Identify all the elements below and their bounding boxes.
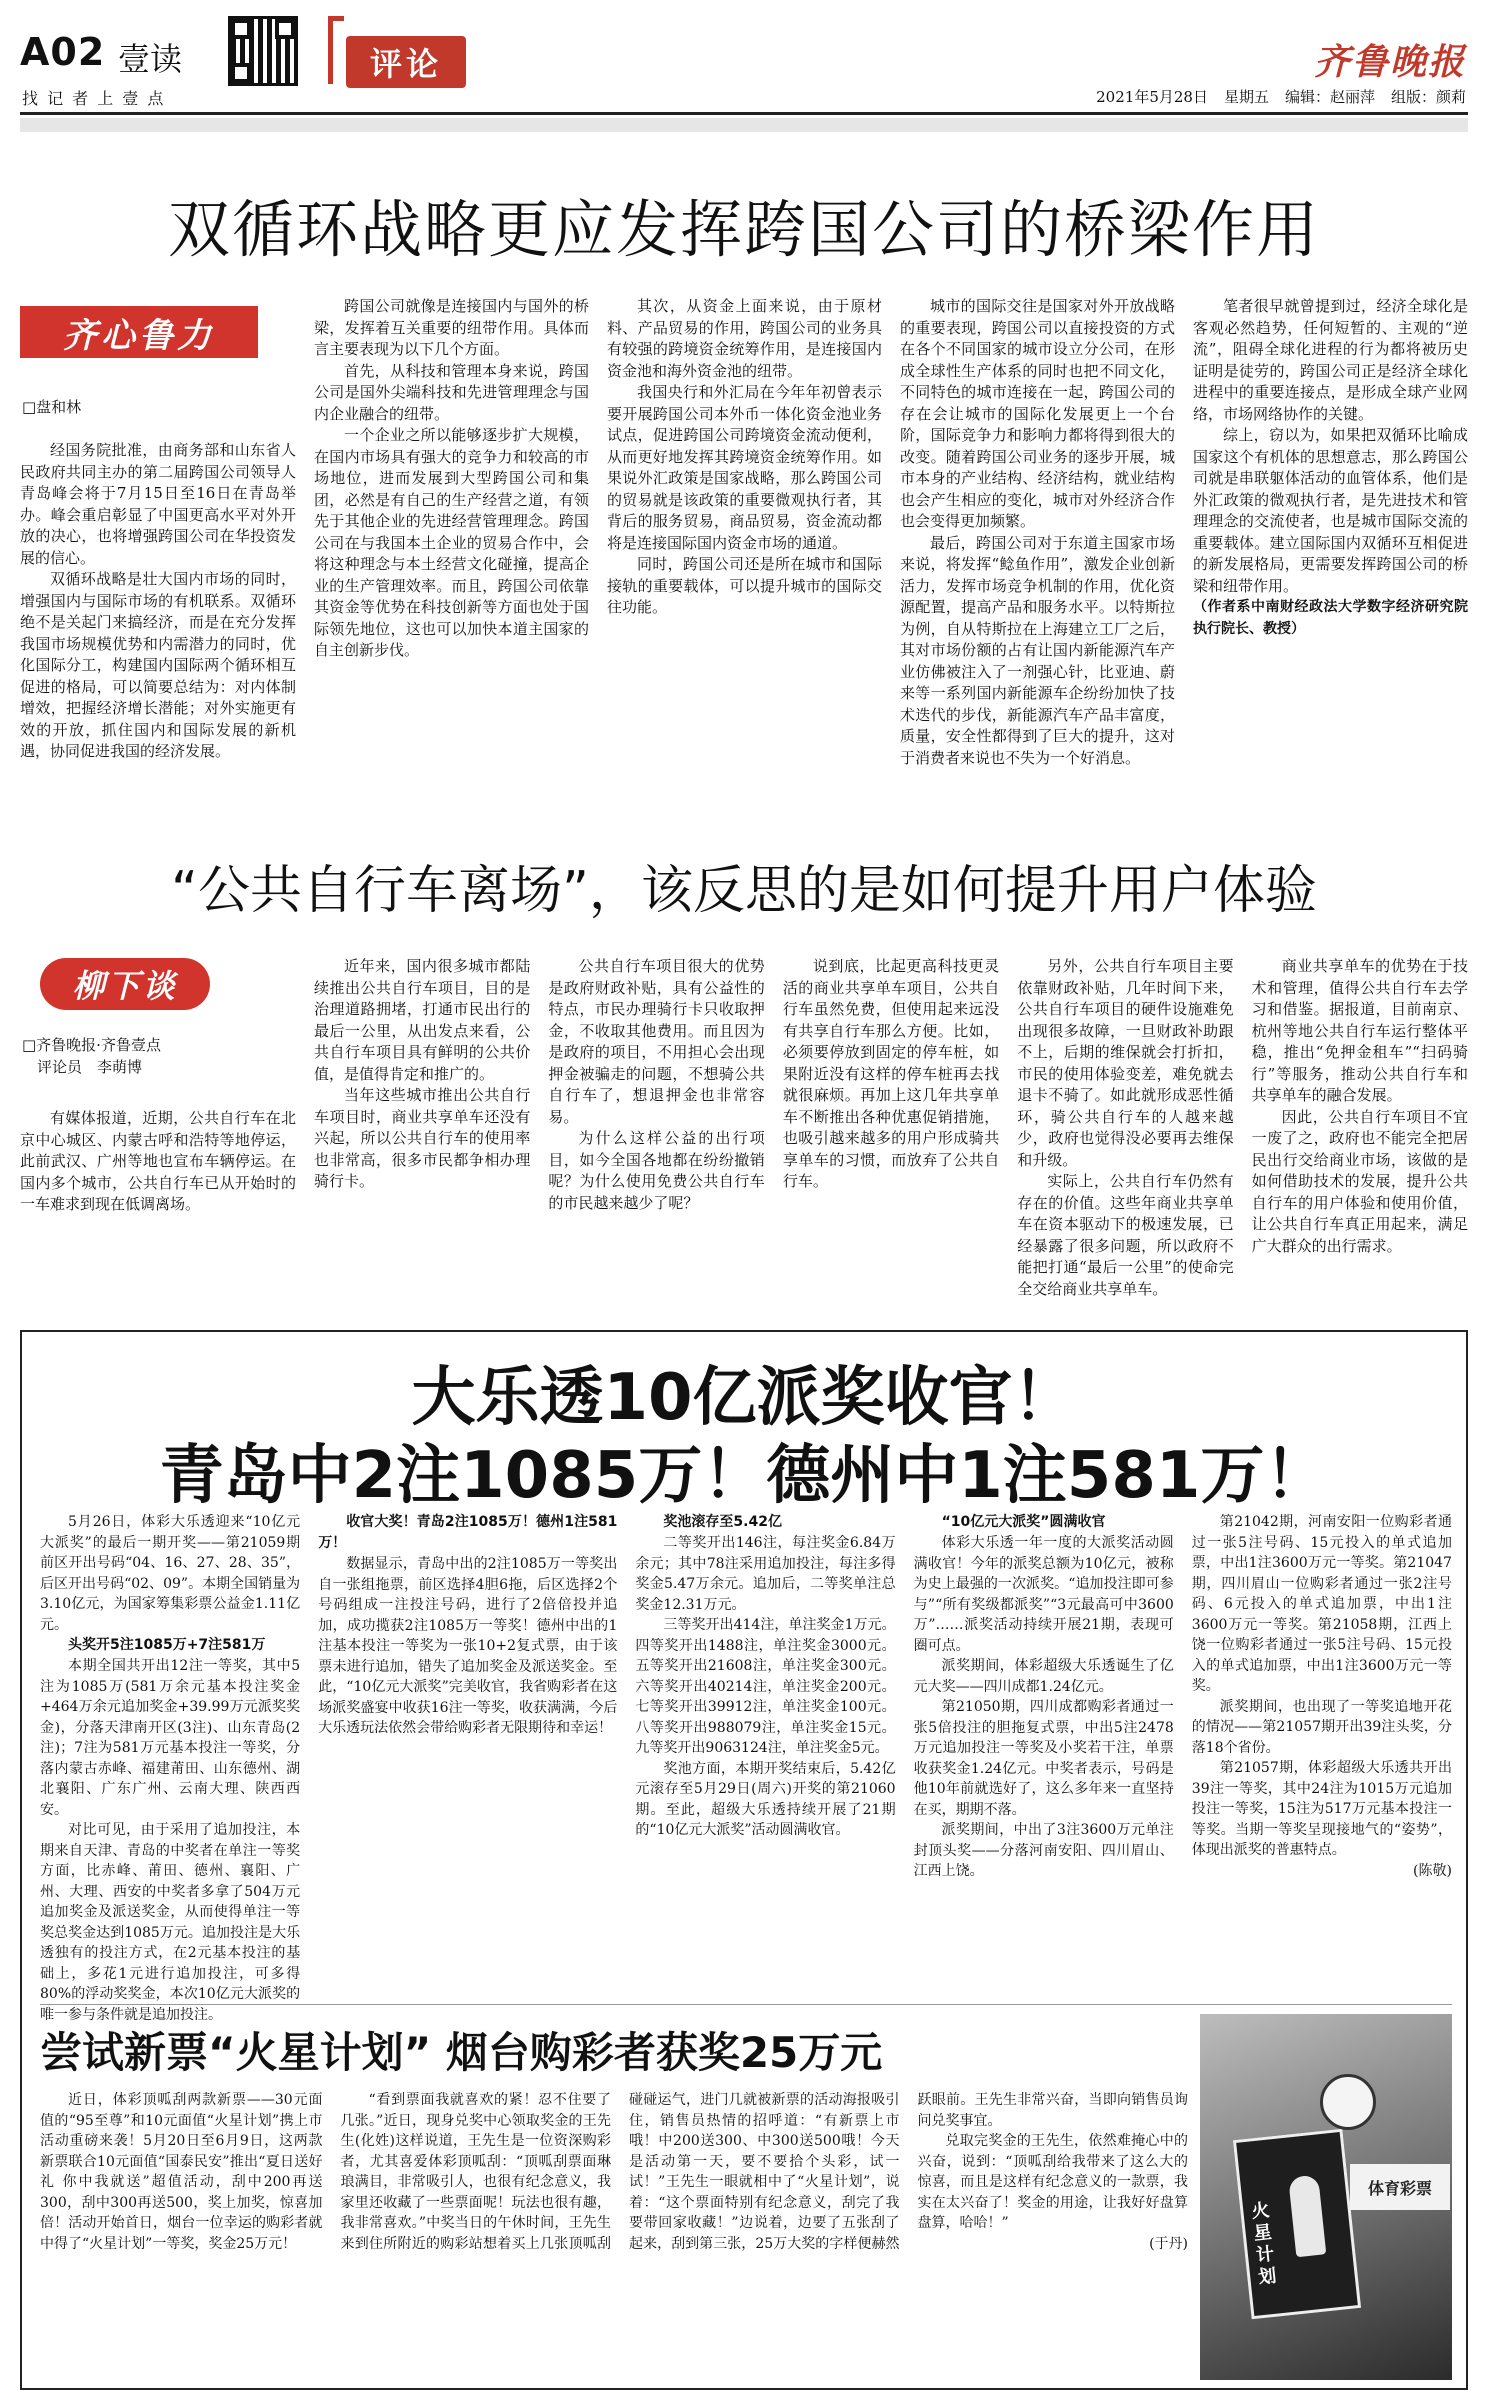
paragraph: 三等奖开出414注，单注奖金1万元。四等奖开出1488注，单注奖金3000元。五等奖开出21608注，单注奖金300元。六等奖开出40214注，单注奖金200元。七等奖开出39912注，单注奖金100元。八等奖开出988079注，单注奖金15元。九等奖开出9063124注，单注奖金5元。	[635, 1617, 896, 1756]
weekday: 星期五	[1223, 88, 1269, 106]
paragraph: 派奖期间，体彩超级大乐透诞生了亿元大奖——四川成都1.24亿元。	[913, 1658, 1174, 1695]
article1-body	[20, 440, 296, 820]
paragraph: 第21057期，体彩超级大乐透共开出39注一等奖，其中24注为1015万元追加投注一等奖，15注为517万元基本投注一等奖。当期一等奖呈现接地气的“姿势”，体现出派奖的普惠特点。	[1191, 1760, 1452, 1858]
paragraph: 当年这些城市推出公共自行车项目时，商业共享单车还没有兴起，所以公共自行车的使用率也非常高，很多市民都争相办理骑行卡。	[314, 1086, 531, 1190]
article1-body-2	[314, 296, 1468, 820]
article2-col2	[314, 956, 530, 1308]
masthead-logo: 齐鲁晚报	[1313, 41, 1466, 83]
article1-col4	[900, 296, 1175, 820]
paragraph: 数据显示，青岛中出的2注1085万一等奖出自一张组拖票，前区选择4胆6拖，后区选择2个号码组成一注投注号码，进行了2倍倍投并追加，成功揽获2注1085万一等奖！德州中出的1注基本投注一等奖为一张10+2复式票，由于该票未进行追加，错失了追加奖金及派送奖金。至此，“10亿元大派奖”完美收官，我省购彩者在这场派奖盛宴中收获16注一等奖，收获满满，今后大乐透玩法依然会带给购彩者无限期待和幸运！	[318, 1556, 618, 1736]
article2-col4	[783, 956, 999, 1308]
article4-col2	[341, 2090, 1189, 2380]
article2-col1	[20, 1108, 296, 1308]
rocket-icon	[1288, 2175, 1326, 2258]
sign-board-text: 体育彩票	[1367, 2178, 1432, 2198]
article1-signature: （作者系中南财经政法大学数字经济研究院执行院长、教授）	[1193, 599, 1468, 637]
article2-col6	[1252, 956, 1468, 1308]
paragraph: 为什么这样公益的出行项目，如今全国各地都在纷纷撤销呢？为什么使用免费公共自行车的市民越来越少了呢？	[548, 1129, 765, 1212]
lottery-ticket-image	[1233, 2129, 1361, 2320]
paragraph: 近年来，国内很多城市都陆续推出公共自行车项目，目的是治理道路拥堵，打通市民出行的最后一公里，从出发点来看，公共自行车项目具有鲜明的公共价值，是值得肯定和推广的。	[314, 957, 531, 1083]
paragraph: 派奖期间，也出现了一等奖追地开花的情况——第21057期开出39注头奖，分落18个省份。	[1191, 1698, 1452, 1756]
paragraph: 对比可见，由于采用了追加投注，本期来自天津、青岛的中奖者在单注一等奖方面，比赤峰、莆田、德州、襄阳、广州、大理、西安的中奖者多拿了504万元追加奖金及派送奖金，从而使得单注一等奖总奖金达到1085万元。追加投注是大乐透独有的投注方式，在2元基本投注的基础上，多花1元进行追加投注，可多得80%的浮动奖奖金，本次10亿元大派奖的唯一参与条件就是追加投注。	[40, 1822, 301, 2023]
paragraph: 兑取完奖金的王先生，依然难掩心中的兴奋，说到：“顶呱刮给我带来了这么大的惊喜，而且是这样有纪念意义的一款票，我实在太兴奋了！奖金的用途，让我好好盘算盘算，哈哈！”	[917, 2133, 1188, 2231]
article4-photo	[1200, 2014, 1452, 2380]
paragraph: 本期全国共开出12注一等奖，其中5注为1085万(581万余元基本投注奖金+464万余元追加奖金+39.99万元派奖奖金)，分落天津南开区(3注)、山东青岛(2注)；7注为581万元基本投注一等奖，分落内蒙古赤峰、福建莆田、山东德州、湖北襄阳、广东广州、云南大理、陕西西安。	[40, 1658, 301, 1818]
article2-body-2	[314, 956, 1468, 1308]
article1-col1	[20, 440, 296, 820]
paragraph: 体彩大乐透一年一度的大派奖活动圆满收官！今年的派奖总额为10亿元，被称为史上最强的一次派奖。“追加投注即可参与”“所有奖级都派奖”“3元最高可中3600万”……派奖活动持续开展21期，表现可圈可点。	[913, 1535, 1174, 1654]
mascot-image	[1320, 2074, 1376, 2130]
paragraph: 近日，体彩顶呱刮两款新票——30元面值的“95至尊”和10元面值“火星计划”携上市活动重磅来袭！5月20日至6月9日，这两款新票联合10元面值“国泰民安”推出“夏日送好礼 你中我就送”超值活动，刮中200再送300，刮中300再送500，奖上加奖，惊喜加倍！活动开始首日，烟台一位幸运的购彩者就中得了“火星计划”一等奖，奖金25万元！	[40, 2092, 323, 2252]
article3-subhead-4: “10亿元大派奖”圆满收官	[941, 1514, 1106, 1530]
article1-col2	[314, 296, 589, 820]
paragraph: 跨国公司就像是连接国内与国外的桥梁，发挥着互关重要的纽带作用。具体而言主要表现为以下几个方面。	[314, 297, 589, 358]
sign-board	[1350, 2164, 1450, 2210]
article3-subhead-3: 奖池滚存至5.42亿	[663, 1514, 782, 1530]
article3-col3	[635, 1512, 895, 1998]
article1-col5	[1193, 296, 1468, 820]
paragraph: 二等奖开出146注，每注奖金6.84万余元；其中78注采用追加投注，每注多得奖金5.47万余元。追加后，二等奖单注总奖金12.31万元。	[635, 1535, 896, 1613]
paragraph: 第21042期，河南安阳一位购彩者通过一张5注号码、15元投入的单式追加票，中出1注3600万元一等奖。第21047期，四川眉山一位购彩者通过一张2注号码、6元投入的单式追加票，中出1注3600万元一等奖。第21058期，江西上饶一位购彩者通过一张5注号码、15元投入的单式追加票，中出1注3600万元一等奖。	[1191, 1514, 1452, 1694]
article3-col4	[914, 1512, 1174, 1998]
paragraph: 另外，公共自行车项目主要依靠财政补贴，几年时间下来，公共自行车项目的硬件设施难免出现很多故障，一旦财政补助跟不上，后期的维保就会打折扣，市民的使用体验变差，难免就去退卡不骑了。如此就形成恶性循环，骑公共自行车的人越来越少，政府也觉得没必要再去维保和升级。	[1017, 957, 1234, 1169]
article2-column-badge: 柳下谈	[40, 958, 210, 1010]
article3-col1	[40, 1512, 301, 2023]
paragraph: 实际上，公共自行车仍然有存在的价值。这些年商业共享单车在资本驱动下的极速发展，已经暴露了很多问题，所以政府不能把打通“最后一公里”的使命完全交给商业共享单车。	[1017, 1172, 1234, 1298]
article2-col5	[1017, 956, 1233, 1308]
paragraph: 双循环战略是壮大国内市场的同时，增强国内与国际市场的有机联系。双循环绝不是关起门来搞经济，而是在充分发挥我国市场规模优势和内需潜力的同时，优化国际分工，构建国内国际两个循环相互促进的格局，可以简要总结为：对内体制增效，把握经济增长潜能；对外实施更有效的开放，抓住国内和国际发展的新机遇，协同促进我国的经济发展。	[20, 570, 296, 760]
article3-col2	[318, 1512, 617, 1998]
paragraph: “看到票面我就喜欢的紧！忍不住要了几张。”近日，现身兑奖中心领取奖金的王先生(化姓)这样说道，王先生是一位资深购彩者，尤其喜爱体彩顶呱刮：“顶呱刮票面琳琅满目，非常吸引人，也很有纪念意义，我家里还收藏了一些票面呢！玩法也很有趣，我非常喜欢。”中奖当日的午休时间，王先生来到住所附近的购彩站想着买上几张顶呱刮碰碰运气，进门几就被新票的活动海报吸引住，销售员热情的招呼道：“有新票上市哦！中200送300、中300送500哦！今天是活动第一天，要不要拾个头彩，试一试！”王先生一眼就相中了“火星计划”，说着：“这个票面特别有纪念意义，刮完了我要带回家收藏！”边说着，边要了五张刮了起来，刮到第三张，25万大奖的字样便赫然跃眼前。王先生非常兴奋，当即向销售员询问兑奖事宜。	[340, 2092, 1188, 2252]
paragraph: 派奖期间，中出了3注3600万元单注封顶头奖——分落河南安阳、四川眉山、江西上饶。	[913, 1822, 1174, 1879]
paragraph: 最后，跨国公司对于东道主国家市场来说，将发挥“鲶鱼作用”，激发企业创新活力，发挥市场竞争机制的作用，优化资源配置，提高产品和服务水平。以特斯拉为例，自从特斯拉在上海建立工厂之后，其对市场份额的占有让国内新能源汽车产业仿佛被注入了一剂强心针，比亚迪、蔚来等一系列国内新能源车企纷纷加快了技术迭代的步伐，新能源汽车产品丰富度，质量，安全性都得到了巨大的提升，这对于消费者来说也不失为一个好消息。	[900, 533, 1175, 767]
paragraph: 5月26日，体彩大乐透迎来“10亿元大派奖”的最后一期开奖——第21059期前区开出号码“04、16、27、28、35”，后区开出号码“02、09”。本期全国销量为3.10亿元，为国家筹集彩票公益金1.11亿元。	[40, 1514, 301, 1633]
paragraph: 其次，从资金上面来说，由于原材料、产品贸易的作用，跨国公司的业务具有较强的跨境资金统筹作用，是连接国内资金池和海外资金池的纽带。	[607, 297, 882, 380]
paragraph: 经国务院批准，由商务部和山东省人民政府共同主办的第二届跨国公司领导人青岛峰会将于7月15日至16日在青岛举办。峰会重启彰显了中国更高水平对外开放的决心，也将增强跨国公司在华投资发展的信心。	[20, 441, 296, 567]
article1-author: □盘和林	[22, 398, 82, 416]
paragraph: 有媒体报道，近期，公共自行车在北京中心城区、内蒙古呼和浩特等地停运，此前武汉、广州等地也宣布车辆停运。在国内多个城市，公共自行车已从开始时的一车难求到现在低调离场。	[20, 1109, 296, 1213]
ticket-label: 火星计划	[1250, 2199, 1278, 2289]
paragraph: 商业共享单车的优势在于技术和管理，值得公共自行车去学习和借鉴。据报道，目前南京、杭州等地公共自行车运行整体平稳，推出“免押金租车”“扫码骑行”等服务，推动公共自行车和共享单车的融合发展。	[1251, 957, 1469, 1104]
article4-divider	[40, 2004, 1452, 2005]
article4-signature: (于丹)	[1149, 2235, 1188, 2252]
header	[0, 0, 1488, 140]
header-meta	[1096, 86, 1466, 107]
paragraph: 奖池方面，本期开奖结束后，5.42亿元滚存至5月29日(周六)开奖的第21060期。至此，超级大乐透持续开展了21期的“10亿元大派奖”活动圆满收官。	[635, 1760, 896, 1838]
article4-body	[40, 2090, 1188, 2380]
qr-code-icon	[228, 16, 298, 86]
paragraph: 我国央行和外汇局在今年年初曾表示要开展跨国公司本外币一体化资金池业务试点，促进跨国公司跨境资金流动便利，从而更好地发挥其跨境资金统筹作用。如果说外汇政策是国家战略，那么跨国公司的贸易就是该政策的重要微观执行者，其背后的服务贸易，商品贸易，资金流动都将是连接国际国内资金市场的通道。	[607, 383, 882, 552]
paragraph: 首先，从科技和管理本身来说，跨国公司是国外尖端科技和先进管理理念与国内企业融合的纽带。	[314, 361, 589, 423]
paragraph: 说到底，比起更高科技更灵活的商业共享单车项目，公共自行车虽然免费，但使用起来远没有共享自行车那么方便。比如，必须要停放到固定的停车桩，如果附近没有这样的停车桩再去找就很麻烦。再加上这几年共享单车不断推出各种优惠促销措施，也吸引越来越多的用户形成骑共享单车的习惯，而放弃了公共自行车。	[782, 957, 1000, 1190]
header-rule	[20, 112, 1468, 115]
paragraph: 综上，窃以为，如果把双循环比喻成国家这个有机体的思想意志，那么跨国公司就是串联躯体活动的血管体系，他们是外汇政策的微观执行者，是先进技术和管理理念的交流使者，也是城市国际交流的重要载体。建立国际国内双循环互相促进的新发展格局，更需要发挥跨国公司的桥梁和纽带作用。	[1193, 426, 1468, 595]
paragraph: 因此，公共自行车项目不宜一废了之，政府也不能完全把居民出行交给商业市场，该做的是如何借助技术的发展，提升公共自行车的用户体验和使用价值，让公共自行车真正用起来，满足广大群众的出行需求。	[1251, 1107, 1469, 1255]
date: 2021年5月28日	[1096, 88, 1208, 106]
article3-subhead-1: 头奖开5注1085万+7注581万	[68, 1637, 266, 1653]
article2-author: □齐鲁晚报·齐鲁壹点 评论员 李萌博	[22, 1036, 161, 1076]
article2-col3	[548, 956, 764, 1308]
paragraph: 一个企业之所以能够逐步扩大规模，在国内市场具有强大的竞争力和较高的市场地位，进而发展到大型跨国公司和集团，必然是有自己的生产经营之道，有领先于其他企业的先进经营管理理念。跨国公司在与我国本土企业的贸易合作中，会将这种理念与本土经营文化碰撞，提高企业的生产管理效率。而且，跨国公司依靠其资金等优势在科技创新等方面也处于国际领先地位，这也可以加快本道主国家的自主创新步伐。	[314, 426, 589, 659]
article3-signature: (陈敬)	[1413, 1862, 1452, 1879]
article4-title: 尝试新票“火星计划” 烟台购彩者获奖25万元	[40, 2028, 883, 2077]
section-name: 壹读	[118, 40, 183, 78]
section-tag: 评论	[346, 36, 466, 88]
article1-title: 双循环战略更应发挥跨国公司的桥梁作用	[167, 193, 1320, 266]
article1-col3	[607, 296, 882, 820]
paragraph: 城市的国际交往是国家对外开放战略的重要表现，跨国公司以直接投资的方式在各个不同国家的城市设立分公司，在形成全球性生产体系的同时也把不同文化，不同特色的城市连接在一起，跨国公司的存在会让城市的国际化发展更上一个台阶，国际竞争力和影响力都将得到很大的改变。随着跨国公司业务的逐步开展，城市本身的产业结构、经济结构，就业结构也会产生相应的变化，城市对外经济合作也会变得更加频繁。	[900, 297, 1175, 530]
article3-body	[40, 1512, 1452, 2023]
article4-col1	[40, 2090, 323, 2380]
article3-subhead-2: 收官大奖！青岛2注1085万！德州1注581万！	[318, 1514, 618, 1551]
editor: 编辑：赵丽萍	[1284, 88, 1375, 106]
article3-col5	[1192, 1512, 1452, 1998]
page-number: A02	[20, 30, 106, 74]
article2-body	[20, 1108, 296, 1308]
article1-column-badge: 齐心鲁力	[20, 306, 258, 358]
article2-title: “公共自行车离场”，该反思的是如何提升用户体验	[171, 861, 1317, 921]
paragraph: 同时，跨国公司还是所在城市和国际接轨的重要载体，可以提升城市的国际交往功能。	[607, 555, 882, 616]
article3-title-line1: 大乐透10亿派奖收官！	[411, 1361, 1077, 1435]
article3-title-line2: 青岛中2注1085万！德州中1注581万！	[159, 1439, 1329, 1513]
paragraph: 笔者很早就曾提到过，经济全球化是客观必然趋势，任何短暂的、主观的“逆流”，阻碍全球化进程的行为都将被历史证明是徒劳的，跨国公司正是经济全球化进程中的重要连接点，是形成全球产业网络，市场网络协作的关键。	[1193, 297, 1468, 423]
layout-editor: 组版：颜莉	[1390, 88, 1466, 106]
header-band	[20, 118, 1468, 132]
tag-bracket	[328, 16, 344, 84]
slogan: 找 记 者 上 壹 点	[22, 89, 166, 108]
paragraph: 公共自行车项目很大的优势是政府财政补贴，具有公益性的特点，市民办理骑行卡只收取押金，不收取其他费用。而且因为是政府的项目，不用担心会出现押金被骗走的问题，不想骑公共自行车了，想退押金也非常容易。	[548, 957, 765, 1126]
paragraph: 第21050期，四川成都购彩者通过一张5倍投注的胆拖复式票，中出5注2478万元追加投注一等奖及小奖若干注，单票收获奖金1.24亿元。中奖者表示，号码是他10年前就选好了，这么多年来一直坚持在买，期期不落。	[913, 1699, 1174, 1818]
